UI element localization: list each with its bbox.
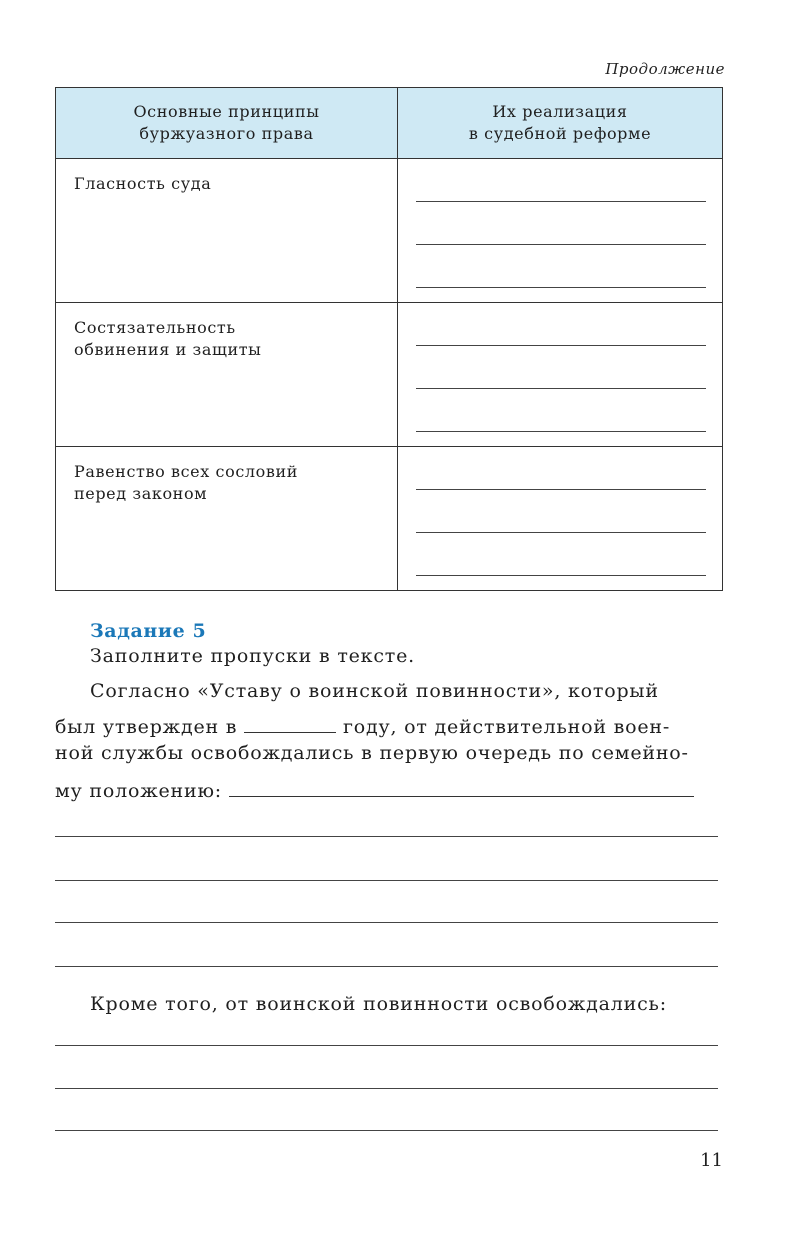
year-blank[interactable] <box>244 732 336 733</box>
column-header-line: в судебной реформе <box>468 124 652 143</box>
paragraph-line <box>55 780 723 802</box>
answer-line[interactable] <box>55 880 718 881</box>
answer-line[interactable] <box>416 303 706 346</box>
table-row <box>56 303 723 447</box>
answer-line[interactable] <box>416 490 706 533</box>
column-header-line: буржуазного права <box>139 124 314 143</box>
principle-text: Гласность суда <box>74 174 212 193</box>
principles-table <box>55 87 723 591</box>
task-instruction: Заполните пропуски в тексте. <box>90 645 415 667</box>
table-header-row <box>56 88 723 159</box>
task-title: Задание 5 <box>90 620 207 642</box>
answer-line[interactable] <box>55 836 718 837</box>
column-header-implementation <box>398 88 723 159</box>
principle-text: Состязательность <box>74 318 236 337</box>
paragraph-text: году, от действительной воен- <box>342 716 671 738</box>
paragraph-line: Согласно «Уставу о воинской повинности», который <box>90 680 659 702</box>
answer-line[interactable] <box>416 159 706 202</box>
answer-line[interactable] <box>55 1088 718 1089</box>
page-number: 11 <box>700 1150 723 1171</box>
answer-line[interactable] <box>55 1130 718 1131</box>
answer-line[interactable] <box>416 389 706 432</box>
implementation-cell <box>398 447 723 591</box>
paragraph-text: му положению: <box>55 780 223 802</box>
principle-text: Равенство всех сословий <box>74 462 299 481</box>
principle-text: обвинения и защиты <box>74 340 262 359</box>
answer-line[interactable] <box>416 245 706 288</box>
column-header-line: Основные принципы <box>133 102 320 121</box>
paragraph-line: Кроме того, от воинской повинности освобождались: <box>90 993 667 1015</box>
continuation-label: Продолжение <box>605 60 725 78</box>
principle-text: перед законом <box>74 484 208 503</box>
implementation-cell <box>398 303 723 447</box>
answer-line[interactable] <box>416 346 706 389</box>
principle-cell <box>56 159 398 303</box>
table-row <box>56 447 723 591</box>
principle-cell <box>56 303 398 447</box>
answer-line[interactable] <box>55 922 718 923</box>
answer-line[interactable] <box>55 1045 718 1046</box>
paragraph-text: был утвержден в <box>55 716 238 738</box>
answer-line[interactable] <box>416 202 706 245</box>
paragraph-line <box>55 716 723 738</box>
paragraph-line: ной службы освобождались в первую очередь по семейно- <box>55 742 689 764</box>
answer-line[interactable] <box>229 796 694 797</box>
column-header-principles <box>56 88 398 159</box>
answer-line[interactable] <box>416 447 706 490</box>
table-row <box>56 159 723 303</box>
answer-line[interactable] <box>416 533 706 576</box>
column-header-line: Их реализация <box>492 102 628 121</box>
implementation-cell <box>398 159 723 303</box>
answer-line[interactable] <box>55 966 718 967</box>
principle-cell <box>56 447 398 591</box>
